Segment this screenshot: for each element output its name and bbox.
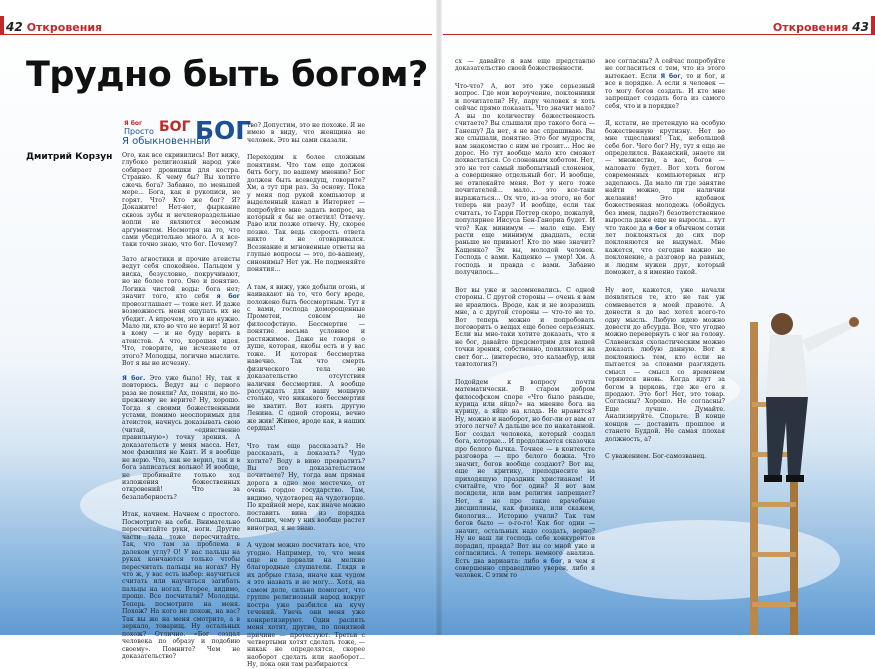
paragraph (122, 256, 240, 368)
paragraph-text: в обычном сотни лет поклоняться до сих пор поклоняются не выдумал. Мне кажется, что сегодня важно не поклонение, а разговор на равных, и людям нужен друг, который поможет, а я именно такой. (605, 224, 725, 277)
text-column-1 (122, 152, 240, 660)
left-header-rule (4, 34, 432, 35)
article-headline: Трудно быть богом? (26, 55, 428, 95)
man-trousers (766, 397, 808, 477)
paragraph-text: , в чем я совершенно справедливо уверен, либо я человек. С этим то (455, 557, 595, 580)
paragraph: Переходим к более сложным понятиям. Что там еще должен бить богу, по вашему мнению? Бог должен быть всеведущ, говорите? Хм, а тут при раз. За основу. Пока у меня под рукой компьютер и выделенный канал в Интернет — попробуйте мне задать вопрос, на который я бы не ответил! Отвечу. Раво или позже отвечу. Ну, скорее позже. Так ведь скорость ответа никто и не оговаривался. Всезнание и мгновенные ответы на глупые вопросы — это, по-вашему, синонимы? Нет уж. Не подменяйте понятия... (247, 154, 365, 274)
paragraph (605, 120, 725, 277)
paragraph: А чудом можно посчитать все, что угодно. Например, то, что меня еще не порвали на мелкие благородные слушатели. Глядя в их добрые глаза, иначе как чудом я это назвать и не могу... Хотя, на самом деле, сильно помогает, что группе религиозный народ вокруг костра уже разбился на кучу течений. Увечь они меня уже конкретизируют. Один распять меня хотят, другие, по понятной причине — протестуют. Третьи с четвертыми хотят сделать тоже, — никак не определятся, скорее наоборот сделать или наоборот... Ну, пока они там разбираются (247, 542, 365, 669)
man-shoe (764, 475, 782, 482)
paragraph-text: все согласны? А сейчас попробуйте не согласиться с тем, что из этого вытекает. Если (605, 58, 725, 80)
paragraph: Что там еще рассказать? Не рассказать, а показать? Чудо хотите? Воду в вино превратить? Вы это доказательством почитаете? Ну, тогда вам прямая дорога в одно мое местечко, от очень гордое государство. Там, видимо, чудотворец на чудотворце. По крайней мере, как иначе можно поставить вина из порядка больших, чему у них вообще растет виноград, я не знаю. (247, 442, 365, 532)
stack-word: Просто (124, 127, 154, 136)
left-corner-mark (0, 16, 4, 35)
right-folio (769, 20, 869, 34)
keyword-highlight: я бог (542, 557, 563, 565)
keyword-highlight: Я бог (660, 72, 681, 80)
left-page-number: 42 (6, 20, 23, 34)
right-header-rule (443, 34, 871, 35)
paragraph-text: Я, кстати, не претендую на особую божественную крутизну. Нет во мне тщеславия! Так, небольшой себе бог. Чего бог? Ну, тут я еще не определился. Ваканский, знаете ли — множество, а вас, богов — маловато будет. Вот хоть богом современных компьютерных игр заделаюсь. Да мало ли где занятие найти можно, при наличии желания! Это вдобавок божественная молодежь (обойдусь без имен, ладно?) безответственное выросла даже еще не выросла... кут что такое да (605, 120, 725, 232)
man-shoe (786, 475, 804, 482)
keyword-highlight: я бог (648, 224, 667, 232)
ladder-rail-left (750, 322, 758, 635)
keyword-highlight: Я бог. (122, 374, 146, 382)
paragraph: Что-что? А, вот это уже серьезный вопрос. Где мои вероучение, поклонники и почитатели? Ну, пару человек я хоть сейчас прямо показать. Что значит мало? А вы по количеству божественность считаете? Вы слышали про такого бога — Ганешу? Да нет, я не вас спрашиваю. Вы же слышали, понятно. Это бог мудрости, вам знакомство с ним не грозит... Нос не дорос. Но тут вообще мало кто сможет похвастаться. Со слоновьим хоботом. Нет, это не тот самый любопытный слоненок, а совершенно отдельный бог. И вообще, не отвлекайте меня. Вот у него тоже почитателей... мало... это все-таки выражаться... Ох что, из-за этого, не бог теперь ни разу? И вообще, если так считать, то Гарри Поттер скоро, пожалуй, популярнее Иисуса Бен-Ганориа будет. И что? Как минимум — мало еще. Ему расти еще минимум двадцать, если раньше не привьют! Кто по мне значит? Кащенко? Эх вы, молодой человек. Господь с вами. Кащенко — умер! Хм. А господь и правда с вами. Забавно получилось... (455, 82, 595, 277)
paragraph-text: Зато агностики и прочие атеисты ведут себя спокойнее. Пальцем у виска, безусловно, покручивают, но не более того. Оно и понятно. Логика чистой воды: бога нет; значит того, кто себя (122, 255, 240, 301)
right-page-number: 43 (852, 20, 869, 34)
paragraph: тво? Допустим, это не похоже. Я не имею в виду, что женщина не человек. Это вы сами сказали. (247, 122, 365, 144)
paragraph-text: Подойдем к вопросу почти математически. В старом добром философском споре «Что было раньше, курица или яйцо?» на мнение бога на курицу, а яйцо на кладь. Не нравится? Ну, можно и наоборот, но бог-ли от вам от этого легче? А дальше все по накатанной. Бог создал человека, который создал бога, которые... И продолжается сказочка про белого бычка. Точнее — в контексте разговора — про белого божка. Что значит, богов вообще создают? Вот вы, еще не критику, преподнесите на приходящую праздник христианам! И считайте, что бог один? Я вот вам посидели, или вам религия запрещает? Нет, я не про такие врачебные дисциплины, как физика, или скажем, биология... Историю учили? Так там богов было — о-го-го! Как бог один — значит, остальных надо создать, верно? Ну не ваш ли господь себе конкурентов порадил, правда? Вот вы со мной уже и согласились. А теперь немного анализа. Есть два варианта: либо (455, 378, 595, 565)
paragraph (605, 58, 725, 110)
man-head (771, 313, 793, 335)
page-gutter (436, 0, 442, 635)
man-on-ladder-photo (730, 302, 875, 635)
paragraph-text: , то и бог, и все в порядке. А если я человек — то могу богов создать. И кто мне запрещает создать бога из самого себя, что и в порядке? (605, 72, 726, 110)
stack-word: Я обыкновенный (122, 136, 211, 147)
title-word-stack (118, 116, 252, 154)
paragraph-text: провозглашает — тоже нет. И даже возможность меня ощупать их не убедит. А впрочем, это и не нужно. Мало ли, кто во что не верит! Я вот в кому — и не буду верить в атеистов. А что, хорошая идея. Что, говорите, не исчезнете от этого? Молодцы, логично мыслите. Вот я вы не исчезну. (122, 300, 240, 368)
text-column-4 (605, 58, 725, 478)
paragraph (455, 379, 595, 580)
man-shirt (766, 335, 808, 397)
paragraph-text: Это уже было! Ну, так я повторюсь. Ведут вы с первого раза не поняли? Ах, поняли, но по-прежнему не верите? Ну, хорошо. Тогда я своими божественными устами, помимо неоспоримых для атеистов, начнусь доказывать свою (читай, «единственно правильную») точку зрения. А доказательств у меня масса. Нет, мое фамилия не Кант. И я вообще не верю. Что, как не верил, так и в бога записаться вольно! И вообще, не пробивайте только ход изложения божественных откровений! Что за безалаберность? (122, 374, 240, 501)
signature-line: С уважением. Бог-самозванец. (605, 453, 707, 461)
paragraph: Итак, начнем. Начнем с простого. Посмотрите на себя. Внимательно пересчитайте руки, ноги. Другие части тела тоже пересчитайте. Так, что там за проблема в далеком углу? О! У вас пальцы на руках кончаются только чтобы пересчитать пальцы на ногах? Ну что ж, у вас есть выбор: научиться считать или научиться загибать пальцы на ногах. Вторее, видимо, проще. Все посчитали? Молодцы. Теперь посмотрите на меня. Похож? На кого не похож, на вас? Так вы же на меня смотрите, а в зеркало, товарищ. Ну остальных похож? Отлично. «Бог создал человека по образу и подобию своему». Помните? Чем не доказательство? (122, 511, 240, 660)
paragraph (122, 375, 240, 502)
keyword-highlight: я бог (216, 293, 240, 301)
stack-word: БОГ (159, 119, 191, 135)
paragraph: А там, я вижу, уже добыли огонь, и наивакают на то, что богу вроде, положено быть бессмертным. Тут я с вами, господа доморощенные Прометеи, совсем не философствую. Бессмертие — понятие весьма условное и растяжимое. Даже не говоря о душе, которая, якобы есть и у вас тоже. И которая бессмертна навечно. Так что смерть физического тела не доказательство отсутствия наличия бессмертия. А вообще рассуждать для вашу мощную столько, что никакого бессмертия не хватит. Вот взять другую Ленина. С одной стороны, вечно же жив! Живее, вроде как, в наших сердцах! (247, 283, 365, 433)
stack-word: Я бог (124, 120, 143, 127)
paragraph: Вот вы уже и засомневались. С одной стороны. С другой стороны — очень я вам не нравлюсь. Вроде, как и не возразишь мне, а с другой стороны — что-то не то. Вот теперь можно и попробовать поговорить о вещах еще более серьезных. Если вы мне-таки хотите доказать, что я не бог, давайте предсмотрим для вашей точки зрения, собственно, появляются на свет бог... (интересно, это каламбур, или тавтология?) (455, 286, 595, 369)
stack-word: БОГ (195, 116, 252, 145)
author-byline: Дмитрий Корзун (26, 152, 113, 162)
man-arm-raised (802, 320, 854, 352)
text-column-3 (455, 58, 595, 630)
paragraph: Ого, как все скривились! Вот вижу, глубоко религиозный народ уже собирает дровишки для костра. Странно. К чему бы? Вы хотите сжечь бога? Забавно, по меньшей мере... Бога, как я рукописи, не горят. Что? Кто же бог? Я? Докажите! Нет-нет, фыркание сквозь зубы и нечленораздельные вопли не являются весомым аргументом. Несмотря на то, что сами убедительно много. А я все-таки точно знаю, что бог. Почему? (122, 152, 240, 249)
paragraph: Ну вот, кажется, уже начали появляться те, кто не так уж сомневается в моей правоте. А донести я до вас хотел всего-то одну мысль. Любую идею можно довести до абсурда. Все, что угодно можно перевернуть с ног на голову. Славенская схоластическим можно доказать любую данную. Вот я поклоняюсь тем, кто если не пытается за словами разглядеть смысл — смысл со временем теряются вновь. Когда идут за богом в церковь, где же его я продают. Это бог! Нет, это товар. Согласны? Хорошо. Не согласны? Еще лучше. Думайте. Анализируйте. Спорьте. В конце концов — доставить прошлое и станете Буддой. Не самая плохая должность, а? (605, 286, 725, 443)
text-column-2 (247, 122, 365, 669)
paragraph: сх — давайте я вам еще представлю доказательство своей божественности. (455, 58, 595, 73)
left-folio (6, 20, 106, 34)
right-corner-mark (871, 16, 875, 35)
right-section-title: Откровения (772, 21, 849, 34)
left-section-title: Откровения (26, 21, 103, 34)
man-hand (849, 317, 859, 327)
